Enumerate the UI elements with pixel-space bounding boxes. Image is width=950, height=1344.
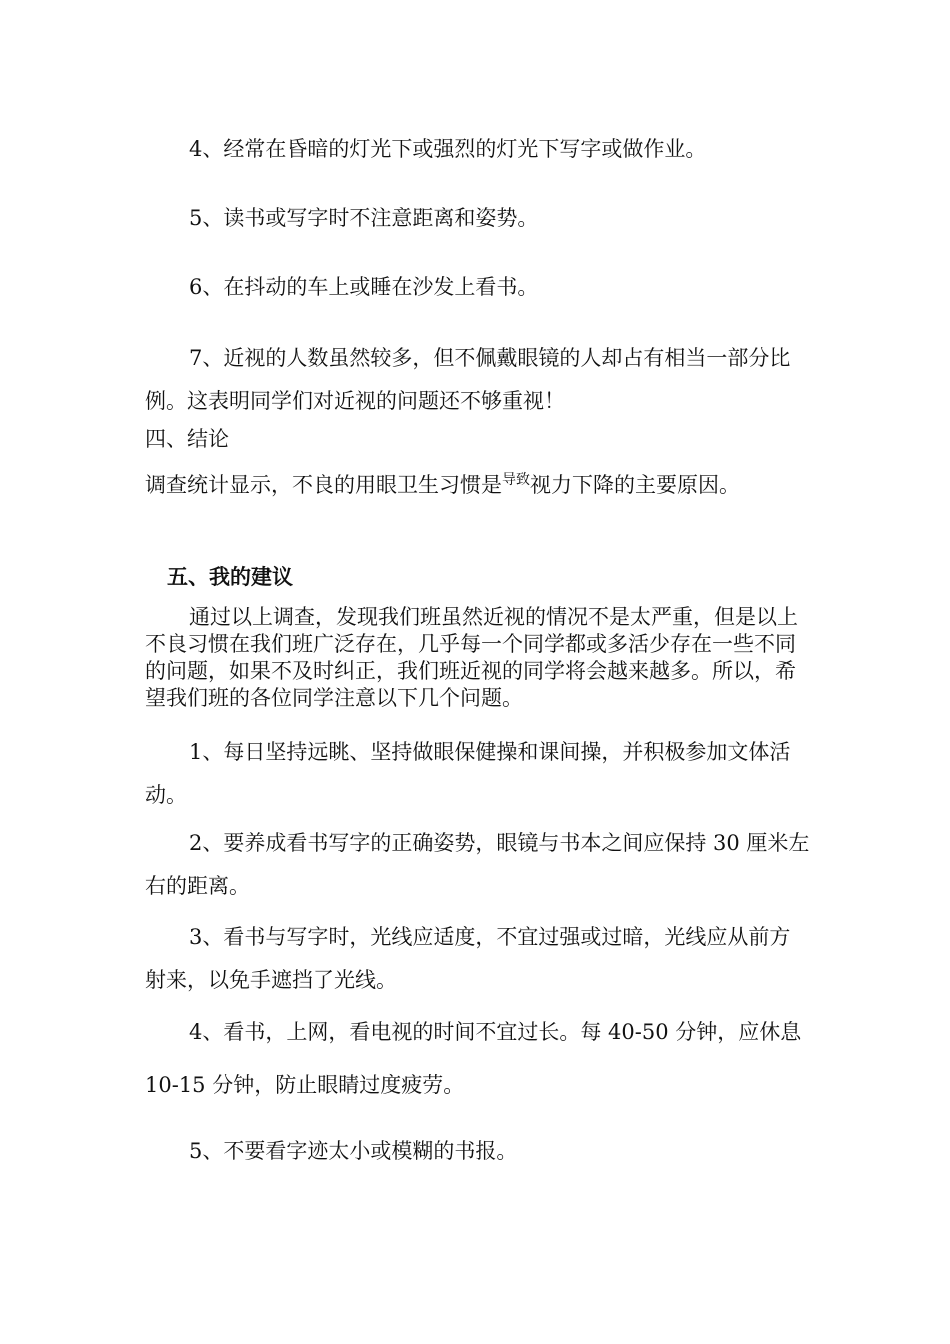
list-item: 6、在抖动的车上或睡在沙发上看书。 — [189, 275, 539, 299]
list-item: 5、不要看字迹太小或模糊的书报。 — [189, 1139, 518, 1163]
list-item: 7、近视的人数虽然较多，但不佩戴眼镜的人却占有相当一部分比例。这表明同学们对近视的问题还不够重视！ — [145, 346, 791, 413]
list-item: 3、看书与写字时，光线应适度，不宜过强或过暗，光线应从前方射来，以免手遮挡了光线。 — [145, 925, 791, 992]
list-item: 4、经常在昏暗的灯光下或强烈的灯光下写字或做作业。 — [189, 137, 707, 161]
list-item: 2、要养成看书写字的正确姿势，眼镜与书本之间应保持 30 厘米左右的距离。 — [145, 831, 810, 898]
section-heading-conclusion: 四、结论 — [145, 427, 229, 451]
list-item: 5、读书或写字时不注意距离和姿势。 — [189, 206, 539, 230]
list-item: 4、看书，上网，看电视的时间不宜过长。每 40-50 分钟，应休息 10-15 分钟，防止眼睛过度疲劳。 — [145, 1020, 802, 1097]
list-item: 1、每日坚持远眺、坚持做眼保健操和课间操，并积极参加文体活动。 — [145, 740, 791, 807]
section-heading-suggestions: 五、我的建议 — [167, 565, 293, 589]
conclusion-text: 调查统计显示，不良的用眼卫生习惯是$^{导致}$视力下降的主要原因。 — [145, 472, 740, 497]
suggestions-intro: 通过以上调查，发现我们班虽然近视的情况不是太严重，但是以上不良习惯在我们班广泛存在，几乎每一个同学都或多活少存在一些不同的问题，如果不及时纠正，我们班近视的同学将会越来越多。所以，希望我们班的各位同学注意以下几个问题。 — [145, 605, 798, 710]
inline-small-text: 导致 — [502, 472, 530, 488]
